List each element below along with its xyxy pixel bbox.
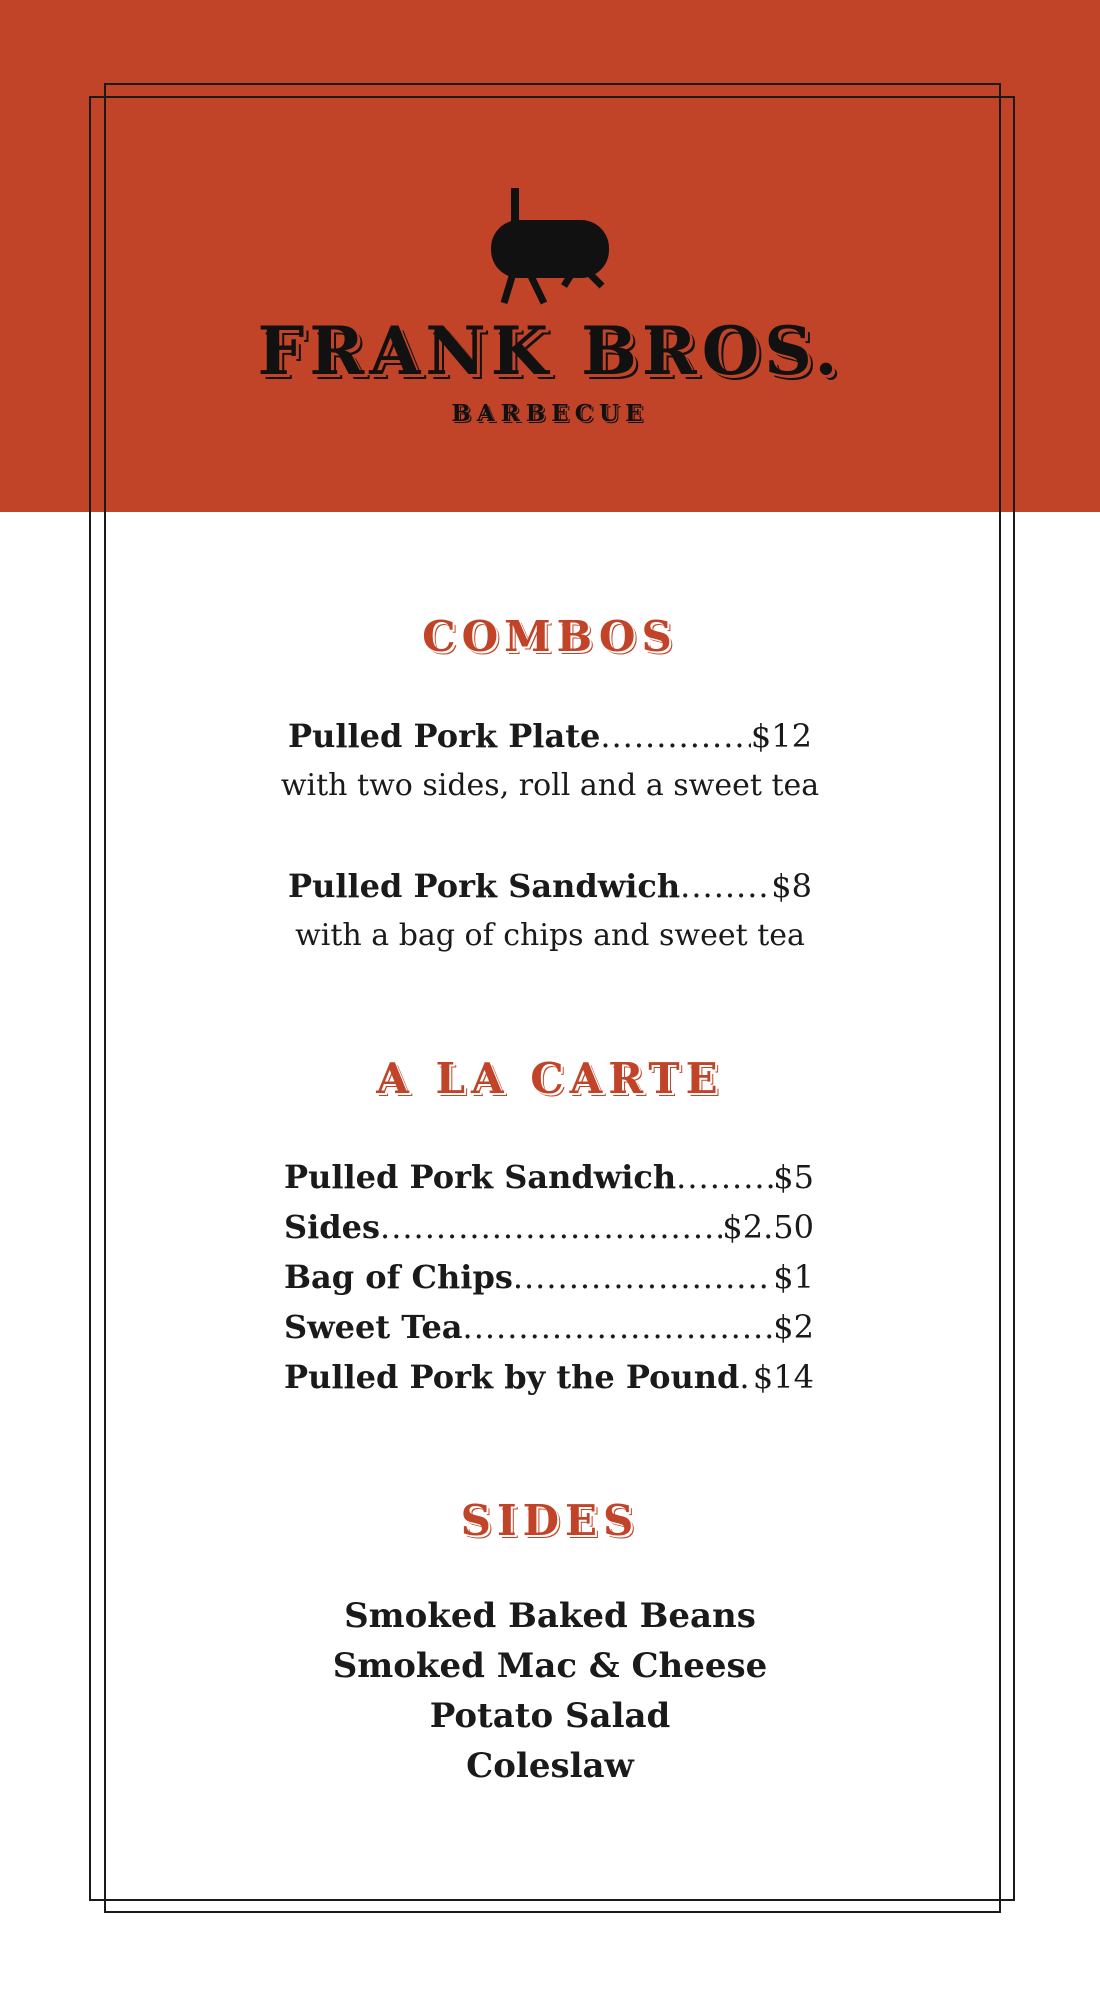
dot-leader <box>680 866 771 906</box>
dot-leader <box>676 1157 773 1197</box>
menu-item <box>284 1307 814 1347</box>
menu-item-name: Pulled Pork Plate <box>288 717 601 755</box>
menu-item <box>288 716 812 756</box>
menu-item-name: Bag of Chips <box>284 1258 513 1296</box>
menu-item-price: $14 <box>752 1358 814 1396</box>
menu-item-price: $5 <box>773 1158 814 1196</box>
section-heading-a-la-carte: A LA CARTE <box>376 1054 724 1103</box>
menu-item <box>284 1357 814 1397</box>
side-item: Potato Salad <box>429 1696 671 1736</box>
menu-item <box>284 1207 814 1247</box>
menu-item <box>284 1157 814 1197</box>
side-item: Smoked Baked Beans <box>344 1596 756 1636</box>
menu-item <box>284 1257 814 1297</box>
side-item: Coleslaw <box>466 1746 634 1786</box>
menu-item-price: $2 <box>773 1308 814 1346</box>
menu-item-name: Sides <box>284 1208 381 1246</box>
dot-leader <box>600 716 751 756</box>
side-item: Smoked Mac & Cheese <box>332 1646 768 1686</box>
menu-item-name: Sweet Tea <box>284 1308 463 1346</box>
menu-item-description: with a bag of chips and sweet tea <box>295 918 805 953</box>
menu-item-name: Pulled Pork by the Pound <box>284 1358 740 1396</box>
section-heading-sides: SIDES <box>460 1496 640 1545</box>
dot-leader <box>463 1307 774 1347</box>
menu-item-description: with two sides, roll and a sweet tea <box>280 768 820 803</box>
menu-item-price: $12 <box>750 717 812 755</box>
brand-name: FRANK BROS. <box>257 312 843 390</box>
dot-leader <box>513 1257 773 1297</box>
menu-item-price: $8 <box>771 867 812 905</box>
dot-leader <box>739 1357 753 1397</box>
smoker-grill-icon <box>486 188 616 308</box>
menu-item-price: $2.50 <box>722 1208 814 1246</box>
section-heading-combos: COMBOS <box>422 612 678 661</box>
brand-subtitle: BARBECUE <box>451 400 649 427</box>
dot-leader <box>380 1207 722 1247</box>
menu-item-name: Pulled Pork Sandwich <box>284 1158 677 1196</box>
menu-item <box>288 866 812 906</box>
menu-item-name: Pulled Pork Sandwich <box>288 867 681 905</box>
menu-item-price: $1 <box>773 1258 814 1296</box>
